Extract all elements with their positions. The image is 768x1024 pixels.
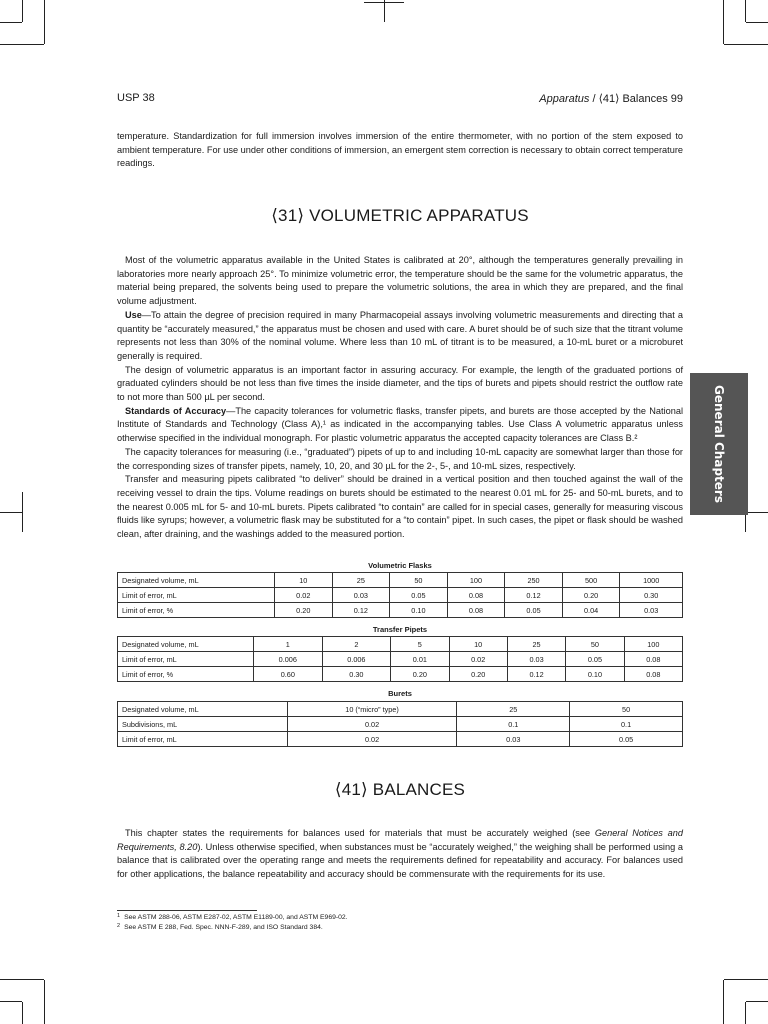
table-cell: 0.03 xyxy=(457,732,570,747)
table-cell: 2 xyxy=(322,637,391,652)
table-cell: 100 xyxy=(447,573,505,588)
paragraph xyxy=(117,405,683,446)
footnote-text: See ASTM E 288, Fed. Spec. NNN-F-289, and ISO Standard 384. xyxy=(124,924,323,931)
section-31-body xyxy=(117,254,683,542)
table-cell: 0.12 xyxy=(332,603,390,618)
table-cell: 0.12 xyxy=(505,588,563,603)
table-cell: Limit of error, % xyxy=(118,603,275,618)
paragraph-text: —The capacity tolerances for volumetric flasks, transfer pipets, and burets are those accepted by the National Institute of Standards and Technology (Class A),¹ as indicated in the accompanying tables. Use Class A volumetric apparatus unless otherwise specified in the individual monograph. For plastic volumetric apparatus the accepted capacity tolerances are Class B.² xyxy=(117,405,683,444)
crop-mark xyxy=(746,1001,768,1002)
crop-mark xyxy=(724,979,768,980)
section-41-paragraph xyxy=(117,827,683,882)
table-cell: 0.1 xyxy=(570,717,683,732)
paragraph-lead: Use xyxy=(125,309,142,320)
table-cell: Subdivisions, mL xyxy=(118,717,288,732)
table-cell: 0.20 xyxy=(275,603,333,618)
crop-mark xyxy=(364,2,404,3)
side-tab-label: General Chapters xyxy=(712,385,726,503)
table-cell: 0.08 xyxy=(624,667,682,682)
table-cell: Limit of error, mL xyxy=(118,652,254,667)
running-header xyxy=(117,92,683,108)
table-cell: 0.02 xyxy=(287,717,457,732)
table-cell: 10 xyxy=(275,573,333,588)
table-cell: 0.03 xyxy=(620,603,683,618)
paragraph-text: —To attain the degree of precision required in many Pharmacopeial assays involving volumetric measurements and directing that a quantity be “accurately measured,” the apparatus must be chosen and used with care. A buret should be of such size that the titrant volume represents not less than 30% of the nominal volume. Where less than 10 mL of titrant is to be measured, a 10-mL buret or a microburet generally is required. xyxy=(117,309,683,361)
table-cell: 0.01 xyxy=(391,652,449,667)
table-cell: 10 xyxy=(449,637,507,652)
crop-mark xyxy=(0,44,44,45)
paragraph: Transfer and measuring pipets calibrated “to deliver” should be drained in a vertical position and then touched against the wall of the receiving vessel to drain the tips. Volume readings on burets should be estimated to the nearest 0.01 mL for 25- and 50-mL burets, and to the nearest 0.005 mL for 5- and 10-mL burets. Pipets calibrated “to contain” are called for in special cases, generally for measuring viscous fluids like syrups; however, a volumetric flask may be substituted for a “to contain” pipet. In such cases, the pipet or flask should be washed clean, after draining, and the washings added to the measured portion. xyxy=(117,474,683,540)
table-cell: Limit of error, mL xyxy=(118,588,275,603)
crop-mark xyxy=(723,980,724,1024)
paragraph-reference: General Notices and Requirements, 8.20 xyxy=(117,828,683,852)
table-cell: 100 xyxy=(624,637,682,652)
section-31-title: ⟨31⟩ VOLUMETRIC APPARATUS xyxy=(271,206,529,225)
table-row xyxy=(118,667,683,682)
footnote-number: 1 xyxy=(117,913,121,919)
table-cell: 0.02 xyxy=(287,732,457,747)
crop-mark xyxy=(724,44,768,45)
paragraph-lead: Standards of Accuracy xyxy=(125,405,227,416)
table-cell: 0.08 xyxy=(447,588,505,603)
table-cell: 5 xyxy=(391,637,449,652)
table-cell: 0.006 xyxy=(254,652,323,667)
table-row xyxy=(118,637,683,652)
crop-mark xyxy=(22,1002,23,1024)
table-cell: 0.20 xyxy=(391,667,449,682)
table-row xyxy=(118,588,683,603)
paragraph: The design of volumetric apparatus is an important factor in assuring accuracy. For example, the length of the graduated portions of graduated cylinders should be not less than five times the inside diameter, and the tips of burets and pipets should restrict the outflow rate to not more than 500 µL per second. xyxy=(117,364,683,403)
table-cell: 0.006 xyxy=(322,652,391,667)
table-row xyxy=(118,652,683,667)
table-row xyxy=(118,603,683,618)
table-caption-burets: Burets xyxy=(388,689,412,698)
table-cell: 0.04 xyxy=(562,603,620,618)
table-cell: 50 xyxy=(570,702,683,717)
table-caption-flasks: Volumetric Flasks xyxy=(368,561,432,570)
table-cell: 10 (“micro” type) xyxy=(287,702,457,717)
table-cell: 250 xyxy=(505,573,563,588)
crop-mark xyxy=(22,0,23,22)
table-cell: Designated volume, mL xyxy=(118,702,288,717)
header-section-page xyxy=(539,92,683,105)
table-cell: 0.20 xyxy=(449,667,507,682)
footnote-rule xyxy=(117,910,257,911)
paragraph-text: This chapter states the requirements for balances used for materials that must be accurately weighed (see xyxy=(125,828,595,838)
header-apparatus: Apparatus xyxy=(539,93,590,105)
table-cell: 0.10 xyxy=(566,667,624,682)
table-cell: Limit of error, mL xyxy=(118,732,288,747)
crop-mark xyxy=(746,22,768,23)
table-row xyxy=(118,702,683,717)
crop-mark xyxy=(746,512,768,513)
table-cell: 0.10 xyxy=(390,603,448,618)
header-page-info: / ⟨41⟩ Balances 99 xyxy=(589,93,683,105)
table-cell: 500 xyxy=(562,573,620,588)
table-cell: 0.12 xyxy=(507,667,565,682)
paragraph: The capacity tolerances for measuring (i.e., “graduated”) pipets of up to and including 10-mL capacity are somewhat larger than those for the corresponding sizes of transfer pipets, namely, 10, 20, and 30 µL for the 2-, 5-, and 10-mL sizes, respectively. xyxy=(117,446,683,471)
table-cell: 0.05 xyxy=(570,732,683,747)
table-cell: Designated volume, mL xyxy=(118,637,254,652)
paragraph xyxy=(117,309,683,364)
footnote-1 xyxy=(117,913,348,921)
table-cell: 0.05 xyxy=(505,603,563,618)
table-cell: 1000 xyxy=(620,573,683,588)
intro-paragraph: temperature. Standardization for full immersion involves immersion of the entire thermometer, with no portion of the stem exposed to ambient temperature. For use under other conditions of immersion, an emergent stem correction is necessary to obtain correct temperature readings. xyxy=(117,131,683,169)
table-cell: 0.03 xyxy=(332,588,390,603)
table-cell: 50 xyxy=(390,573,448,588)
table-cell: 0.03 xyxy=(507,652,565,667)
header-book-title: USP 38 xyxy=(117,92,155,104)
table-cell: 0.05 xyxy=(390,588,448,603)
table-cell: 0.30 xyxy=(322,667,391,682)
volumetric-flasks-table xyxy=(117,572,683,618)
paragraph: Most of the volumetric apparatus available in the United States is calibrated at 20°, although the temperatures generally prevailing in laboratories more nearly approach 25°. To minimize volumetric error, the temperature should be the same for the volumetric apparatus, the material being prepared, the solvents being used to prepare the volumetric solutions, the area in which they are prepared, and the final volume adjustment. xyxy=(117,255,683,307)
general-chapters-tab xyxy=(690,373,748,515)
table-cell: 0.1 xyxy=(457,717,570,732)
footnote-text: See ASTM 288-06, ASTM E287-02, ASTM E1189-00, and ASTM E969-02. xyxy=(124,914,348,921)
crop-mark xyxy=(384,0,385,22)
table-cell: 0.02 xyxy=(449,652,507,667)
table-cell: 25 xyxy=(332,573,390,588)
crop-mark xyxy=(44,0,45,44)
table-cell: 0.02 xyxy=(275,588,333,603)
crop-mark xyxy=(0,512,22,513)
crop-mark xyxy=(0,1001,22,1002)
footnote-2 xyxy=(117,923,323,931)
transfer-pipets-table xyxy=(117,636,683,682)
table-cell: 0.08 xyxy=(447,603,505,618)
table-cell: 0.60 xyxy=(254,667,323,682)
table-cell: 0.08 xyxy=(624,652,682,667)
crop-mark xyxy=(745,1002,746,1024)
crop-mark xyxy=(0,979,44,980)
table-caption-pipets: Transfer Pipets xyxy=(372,625,428,634)
section-41-title: ⟨41⟩ BALANCES xyxy=(334,780,466,799)
table-row xyxy=(118,732,683,747)
table-row xyxy=(118,573,683,588)
crop-mark xyxy=(723,0,724,44)
crop-mark xyxy=(44,980,45,1024)
crop-mark xyxy=(745,0,746,22)
paragraph-text: ). Unless otherwise specified, when substances must be “accurately weighed,” the weighing shall be performed using a balance that is calibrated over the operating range and meets the requirements defined for repeatability and accuracy. For balances used for other applications, the balance repeatability and accuracy should be commensurate with the requirements for its use. xyxy=(117,841,683,880)
table-row xyxy=(118,717,683,732)
table-cell: 50 xyxy=(566,637,624,652)
table-cell: Limit of error, % xyxy=(118,667,254,682)
crop-mark xyxy=(22,492,23,532)
table-cell: 25 xyxy=(507,637,565,652)
table-cell: Designated volume, mL xyxy=(118,573,275,588)
table-cell: 0.05 xyxy=(566,652,624,667)
footnote-number: 2 xyxy=(117,923,121,929)
burets-table xyxy=(117,701,683,747)
crop-mark xyxy=(0,22,22,23)
table-cell: 0.30 xyxy=(620,588,683,603)
table-cell: 0.20 xyxy=(562,588,620,603)
table-cell: 1 xyxy=(254,637,323,652)
table-cell: 25 xyxy=(457,702,570,717)
